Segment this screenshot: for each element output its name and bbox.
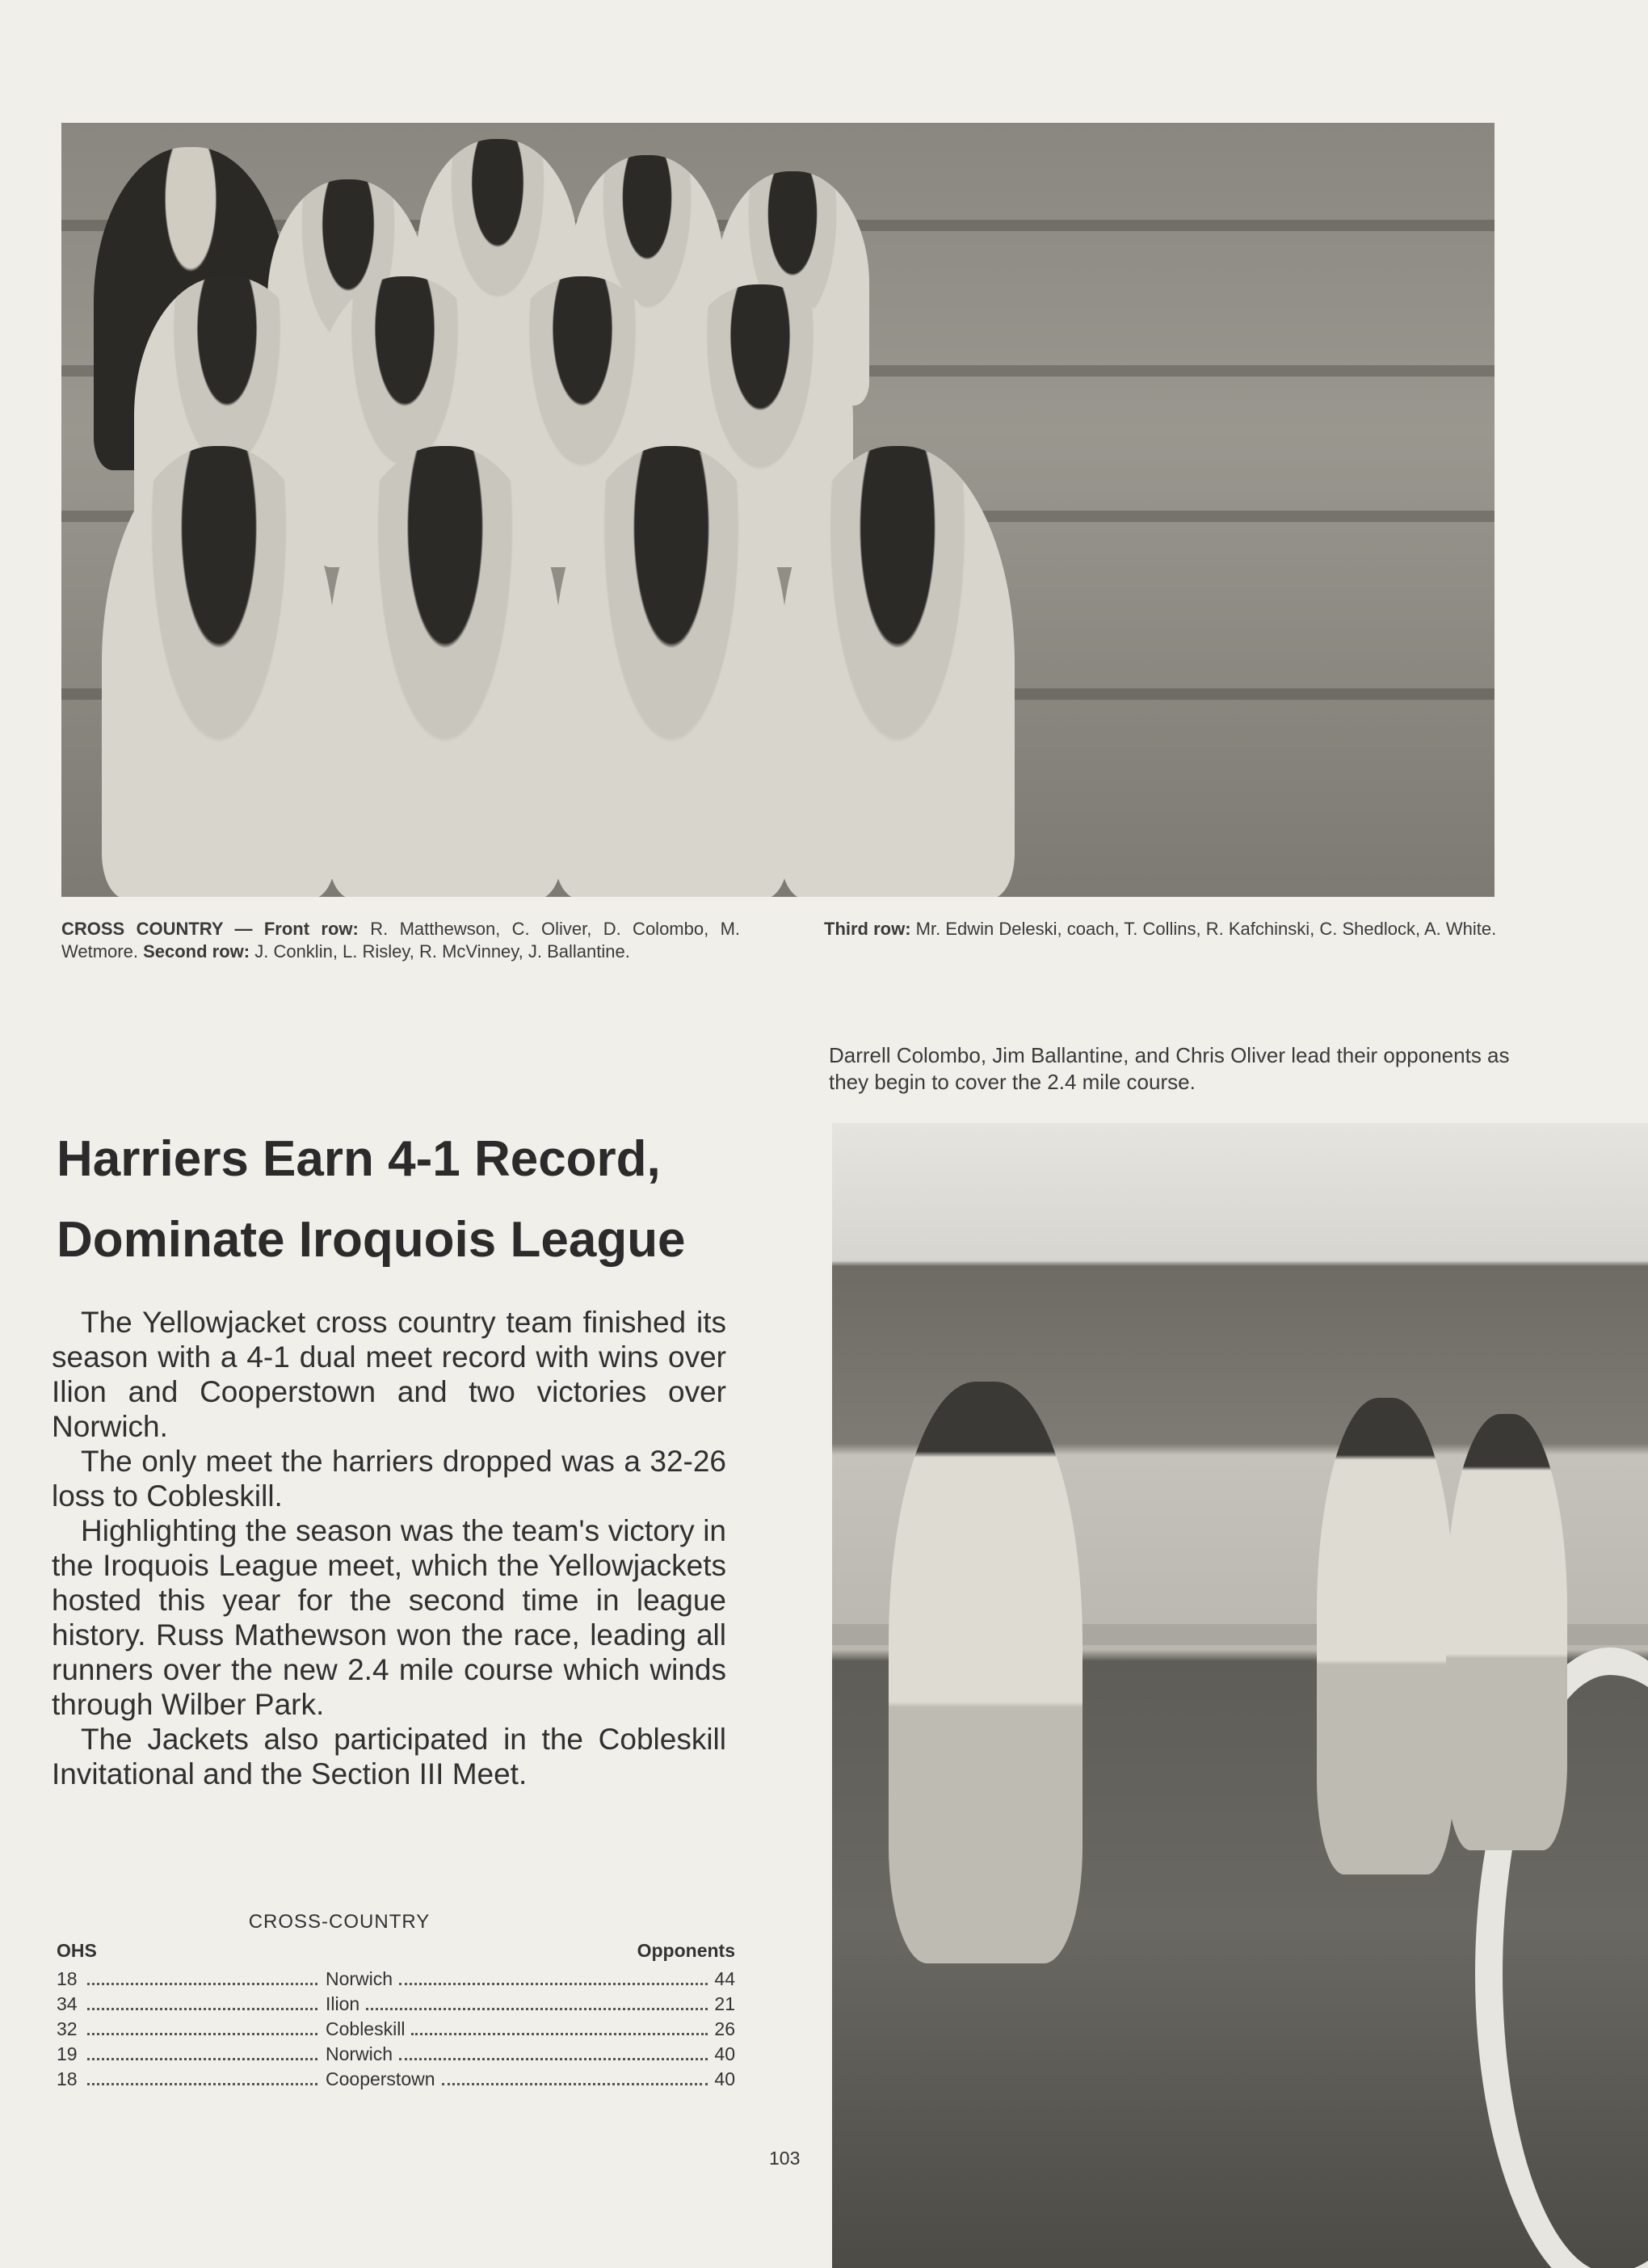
opponent-score: 40 <box>714 2043 735 2064</box>
team-member <box>328 446 562 897</box>
opponent-score: 26 <box>714 2018 735 2039</box>
leader-dots <box>366 2008 708 2010</box>
front-row-label: CROSS COUNTRY — Front row: <box>61 919 359 939</box>
third-row-label: Third row: <box>824 919 911 939</box>
ohs-score: 32 <box>57 2018 78 2039</box>
table-row <box>57 1968 735 1993</box>
opponent-name: Ilion <box>326 1993 360 2014</box>
headline-line-2: Dominate Iroquois League <box>57 1212 686 1268</box>
body-paragraph: The Jackets also participated in the Cobleskill Invitational and the Section III Meet. <box>52 1723 726 1790</box>
runner <box>889 1382 1083 1963</box>
results-header <box>57 1940 735 1962</box>
leader-dots <box>87 2033 317 2035</box>
opponents-header: Opponents <box>637 1940 735 1961</box>
opponent-name: Norwich <box>326 1968 393 1989</box>
results-title: CROSS-COUNTRY <box>248 1911 431 1933</box>
front-row-names: R. Matthewson, C. Oliver, D. Colombo, M. Wetmore. <box>61 919 741 961</box>
headline-line-1: Harriers Earn 4-1 Record, <box>57 1131 661 1187</box>
leader-dots <box>442 2083 708 2085</box>
team-member <box>554 446 788 897</box>
run-photo-caption: Darrell Colombo, Jim Ballantine, and Chris Oliver lead their opponents as they begin to cover the 2.4 mile course. <box>829 1043 1510 1094</box>
runner <box>1446 1414 1567 1850</box>
body-paragraph: The only meet the harriers dropped was a 32-26 loss to Cobleskill. <box>52 1445 726 1513</box>
article-body <box>52 1305 726 1791</box>
running-photo <box>832 1123 1648 2268</box>
leader-dots <box>87 2058 317 2060</box>
leader-dots <box>411 2033 708 2035</box>
body-paragraph: The Yellowjacket cross country team finished its season with a 4-1 dual meet record with wins over Ilion and Cooperstown and two victories over Norwich. <box>52 1306 726 1443</box>
opponent-name: Norwich <box>326 2043 393 2064</box>
opponent-score: 44 <box>714 1968 735 1989</box>
leader-dots <box>87 2008 317 2010</box>
opponent-score: 21 <box>714 1993 735 2014</box>
opponent-name: Cobleskill <box>326 2018 406 2039</box>
team-photo <box>61 123 1495 897</box>
second-row-names: J. Conklin, L. Risley, R. McVinney, J. Ballantine. <box>254 941 630 961</box>
team-photo-caption-right <box>824 918 1503 940</box>
table-row <box>57 1993 735 2018</box>
leader-dots <box>87 2083 317 2085</box>
table-row <box>57 2018 735 2043</box>
second-row-label: Second row: <box>143 941 250 961</box>
article-headline <box>57 1119 784 1281</box>
team-member <box>780 446 1015 897</box>
ohs-score: 18 <box>57 2068 78 2089</box>
page-number: 103 <box>769 2148 801 2169</box>
leader-dots <box>399 1983 708 1985</box>
table-row <box>57 2068 735 2093</box>
team-photo-caption-left <box>61 918 740 963</box>
results-table <box>57 1911 735 2093</box>
body-paragraph: Highlighting the season was the team's victory in the Iroquois League meet, which the Yellowjackets hosted this year for the second time in league history. Russ Mathewson won the race, leading all runners over the new 2.4 mile course which winds through Wilber Park. <box>52 1514 726 1721</box>
opponent-score: 40 <box>714 2068 735 2089</box>
ohs-score: 34 <box>57 1993 78 2014</box>
team-member <box>102 446 336 897</box>
third-row-names: Mr. Edwin Deleski, coach, T. Collins, R. Kafchinski, C. Shedlock, A. White. <box>915 919 1497 939</box>
runner <box>1317 1398 1454 1875</box>
opponent-name: Cooperstown <box>326 2068 435 2089</box>
ohs-score: 18 <box>57 1968 78 1989</box>
ohs-header: OHS <box>57 1940 97 1961</box>
leader-dots <box>87 1983 317 1985</box>
ohs-score: 19 <box>57 2043 78 2064</box>
table-row <box>57 2043 735 2068</box>
leader-dots <box>399 2058 708 2060</box>
